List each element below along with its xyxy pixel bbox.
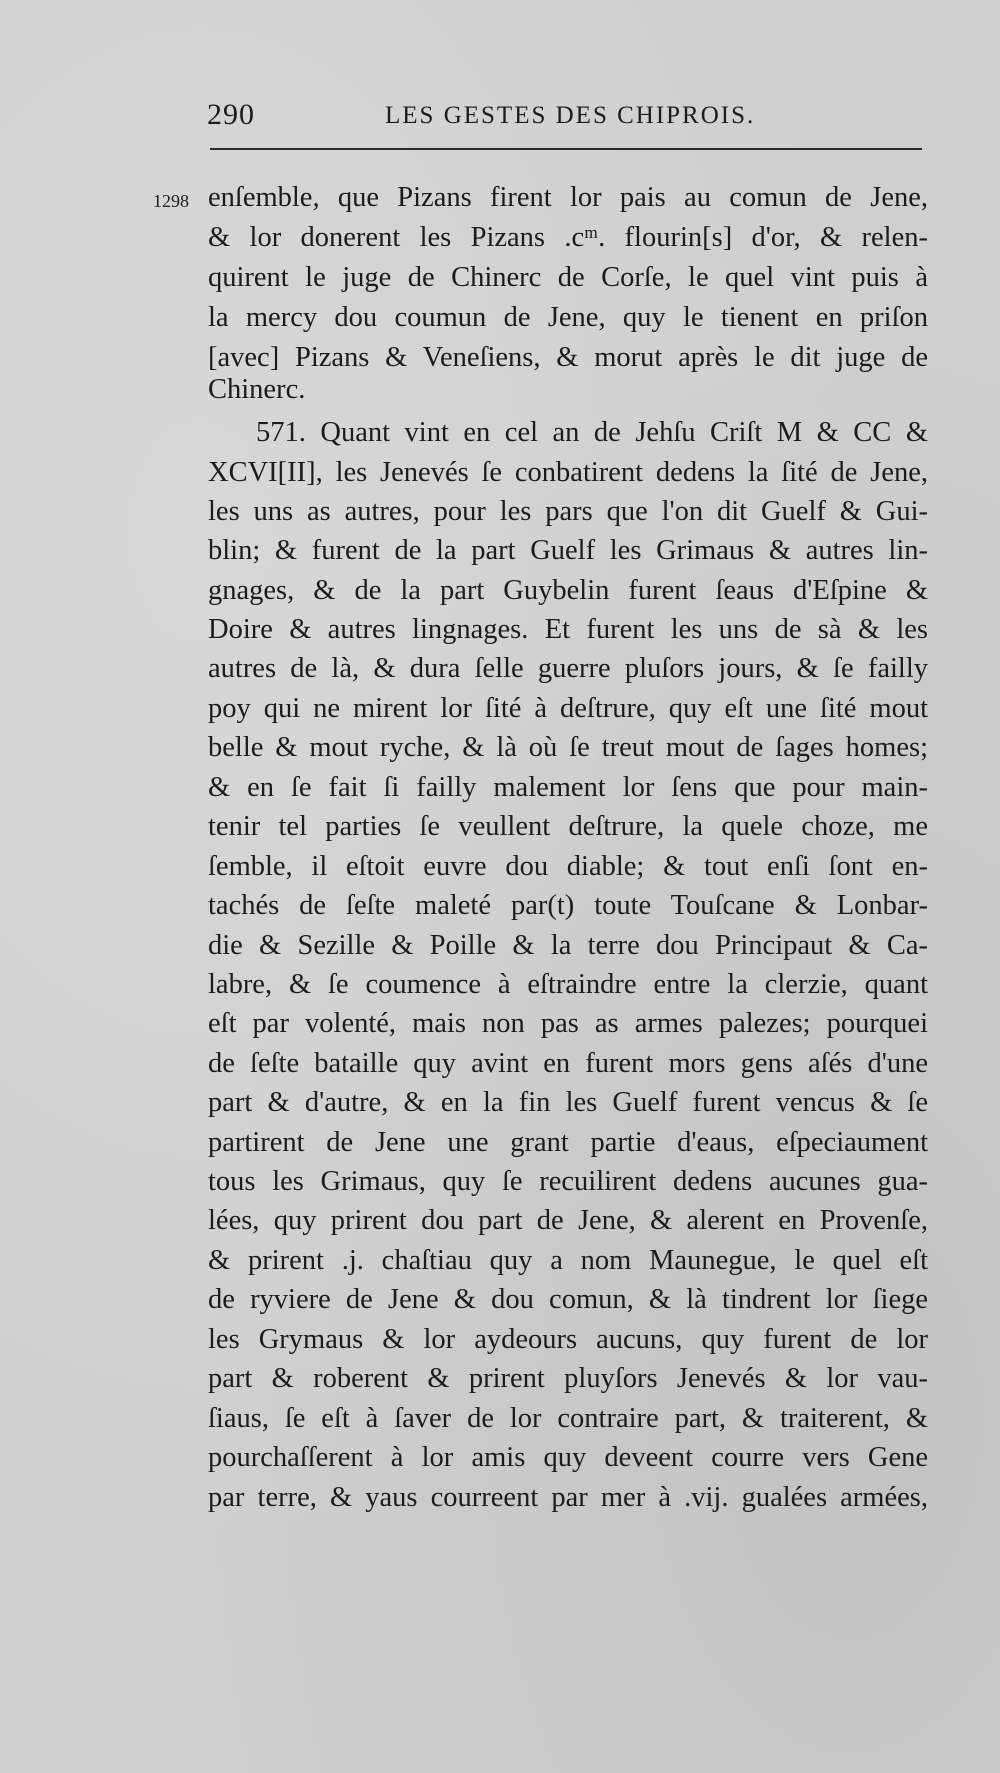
text-line: autres de là, & dura ſelle guerre pluſors jours, & ſe failly: [208, 653, 928, 684]
text-line: les uns as autres, pour les pars que l'on dit Guelf & Gui-: [208, 496, 928, 527]
text-line: lées, quy prirent dou part de Jene, & alerent en Provenſe,: [208, 1205, 928, 1236]
text-line: part & roberent & prirent pluyſors Jenevés & lor vau-: [208, 1363, 928, 1394]
text-line: gnages, & de la part Guybelin furent ſeaus d'Eſpine &: [208, 575, 928, 606]
text-line: par terre, & yaus courreent par mer à .vij. gualées armées,: [208, 1482, 928, 1513]
text-line: blin; & furent de la part Guelf les Grimaus & autres lin-: [208, 535, 928, 566]
page-number: 290: [207, 98, 255, 131]
text-line: enſemble, que Pizans firent lor pais au comun de Jene,: [208, 182, 928, 213]
text-line: eſt par volenté, mais non pas as armes palezes; pourquei: [208, 1008, 928, 1039]
text-line: ſemble, il eſtoit euvre dou diable; & tout enſi ſont en-: [208, 851, 928, 882]
text-line: belle & mout ryche, & là où ſe treut mout de ſages homes;: [208, 732, 928, 763]
text-line: de ſeſte bataille quy avint en furent mors gens aſés d'une: [208, 1048, 928, 1079]
header-rule: [210, 148, 922, 150]
text-line: poy qui ne mirent lor ſité à deſtrure, quy eſt une ſité mout: [208, 693, 928, 724]
text-line: tous les Grimaus, quy ſe recuilirent dedens aucunes gua-: [208, 1166, 928, 1197]
text-line: Doire & autres lingnages. Et furent les uns de sà & les: [208, 614, 928, 645]
text-line: ſiaus, ſe eſt à ſaver de lor contraire part, & traiterent, &: [208, 1403, 928, 1434]
text-line: Chinerc.: [208, 374, 306, 405]
text-line: & lor donerent les Pizans .cᵐ. flourin[s] d'or, & relen-: [208, 222, 928, 253]
text-line: tachés de ſeſte maleté par(t) toute Touſcane & Lonbar-: [208, 890, 928, 921]
text-line: partirent de Jene une grant partie d'eaus, eſpeciaument: [208, 1127, 928, 1158]
text-line: quirent le juge de Chinerc de Corſe, le quel vint puis à: [208, 262, 928, 293]
text-line: XCVI[II], les Jenevés ſe conbatirent dedens la ſité de Jene,: [208, 457, 928, 488]
text-line: labre, & ſe coumence à eſtraindre entre la clerzie, quant: [208, 969, 928, 1000]
text-line: tenir tel parties ſe veullent deſtrure, la quele choze, me: [208, 811, 928, 842]
page-header: [207, 98, 925, 140]
paragraph-start-line: 571. Quant vint en cel an de Jehſu Criſt M & CC &: [256, 417, 928, 448]
text-line: de ryviere de Jene & dou comun, & là tindrent lor ſiege: [208, 1284, 928, 1315]
text-line: la mercy dou coumun de Jene, quy le tienent en priſon: [208, 302, 928, 333]
text-line: die & Sezille & Poille & la terre dou Principaut & Ca-: [208, 930, 928, 961]
running-title: LES GESTES DES CHIPROIS.: [385, 102, 756, 129]
margin-year-note: 1298: [153, 191, 189, 211]
text-line: pourchaſſerent à lor amis quy deveent courre vers Gene: [208, 1442, 928, 1473]
text-line: & prirent .j. chaſtiau quy a nom Maunegue, le quel eſt: [208, 1245, 928, 1276]
text-line: [avec] Pizans & Veneſiens, & morut après le dit juge de: [208, 342, 928, 373]
text-line: & en ſe fait ſi failly malement lor ſens que pour main-: [208, 772, 928, 803]
text-line: les Grymaus & lor aydeours aucuns, quy furent de lor: [208, 1324, 928, 1355]
text-line: part & d'autre, & en la fin les Guelf furent vencus & ſe: [208, 1087, 928, 1118]
